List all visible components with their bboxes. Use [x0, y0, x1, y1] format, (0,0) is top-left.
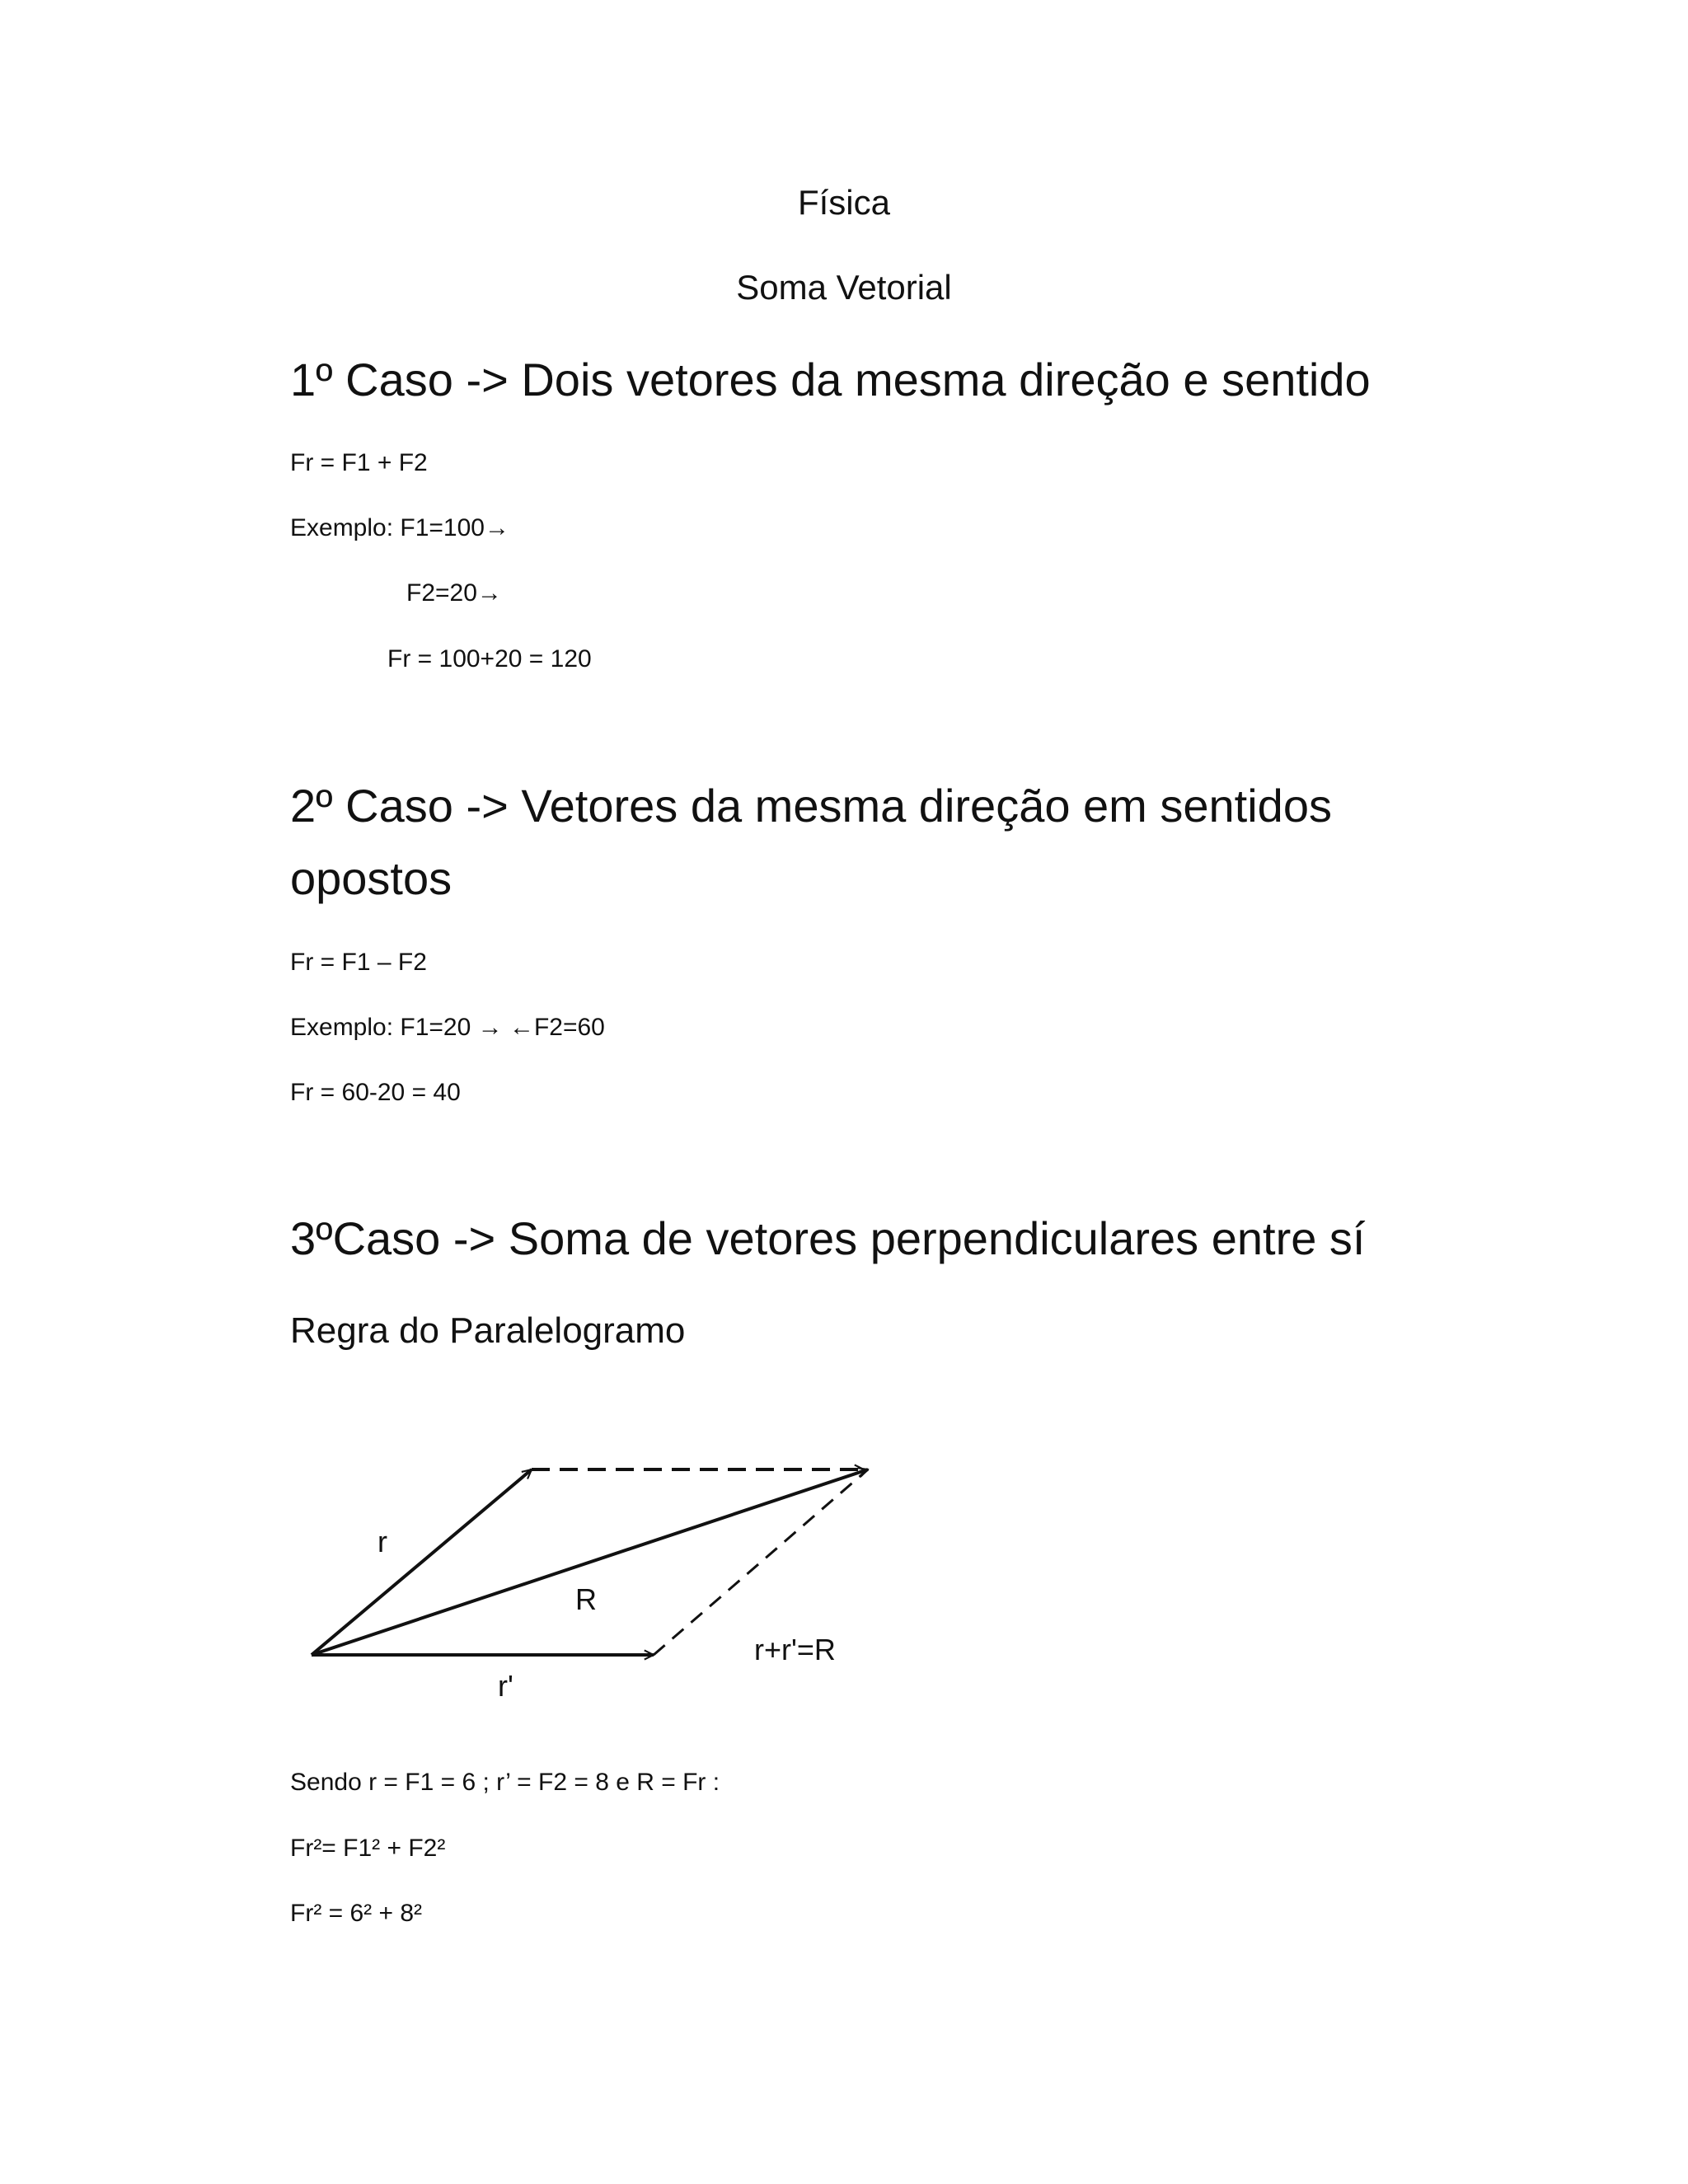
- vector-r: [312, 1469, 532, 1655]
- case1-formula: Fr = F1 + F2: [290, 449, 428, 476]
- label-r: r: [377, 1525, 387, 1558]
- document-subtitle: Soma Vetorial: [736, 268, 952, 307]
- case3-formula: Fr²= F1² + F2²: [290, 1835, 446, 1862]
- vector-R: [312, 1469, 868, 1655]
- case1-example-result: Fr = 100+20 = 120: [387, 645, 592, 673]
- label-r-prime: r': [498, 1669, 513, 1703]
- case3-rule: Regra do Paralelogramo: [290, 1310, 686, 1351]
- case1-example-line1: Exemplo: F1=100→: [290, 514, 509, 541]
- case2-heading-line1: 2º Caso -> Vetores da mesma direção em sentidos: [290, 780, 1332, 832]
- document-title: Física: [797, 183, 890, 222]
- case3-given: Sendo r = F1 = 6 ; r’ = F2 = 8 e R = Fr :: [290, 1769, 720, 1796]
- case1-heading: 1º Caso -> Dois vetores da mesma direção e sentido: [290, 354, 1371, 405]
- case1-example-line2: F2=20→: [406, 579, 502, 607]
- case2-formula: Fr = F1 – F2: [290, 949, 427, 976]
- label-R: R: [575, 1582, 597, 1616]
- diagram-equation: r+r'=R: [754, 1633, 836, 1666]
- case3-heading: 3ºCaso -> Soma de vetores perpendiculares entre sí: [290, 1212, 1366, 1264]
- case2-example: Exemplo: F1=20 → ←F2=60: [290, 1014, 605, 1041]
- case3-substitution: Fr² = 6² + 8²: [290, 1900, 423, 1927]
- case2-result: Fr = 60-20 = 40: [290, 1079, 461, 1106]
- case2-heading-line2: opostos: [290, 852, 452, 904]
- dashed-right-side: [654, 1469, 868, 1655]
